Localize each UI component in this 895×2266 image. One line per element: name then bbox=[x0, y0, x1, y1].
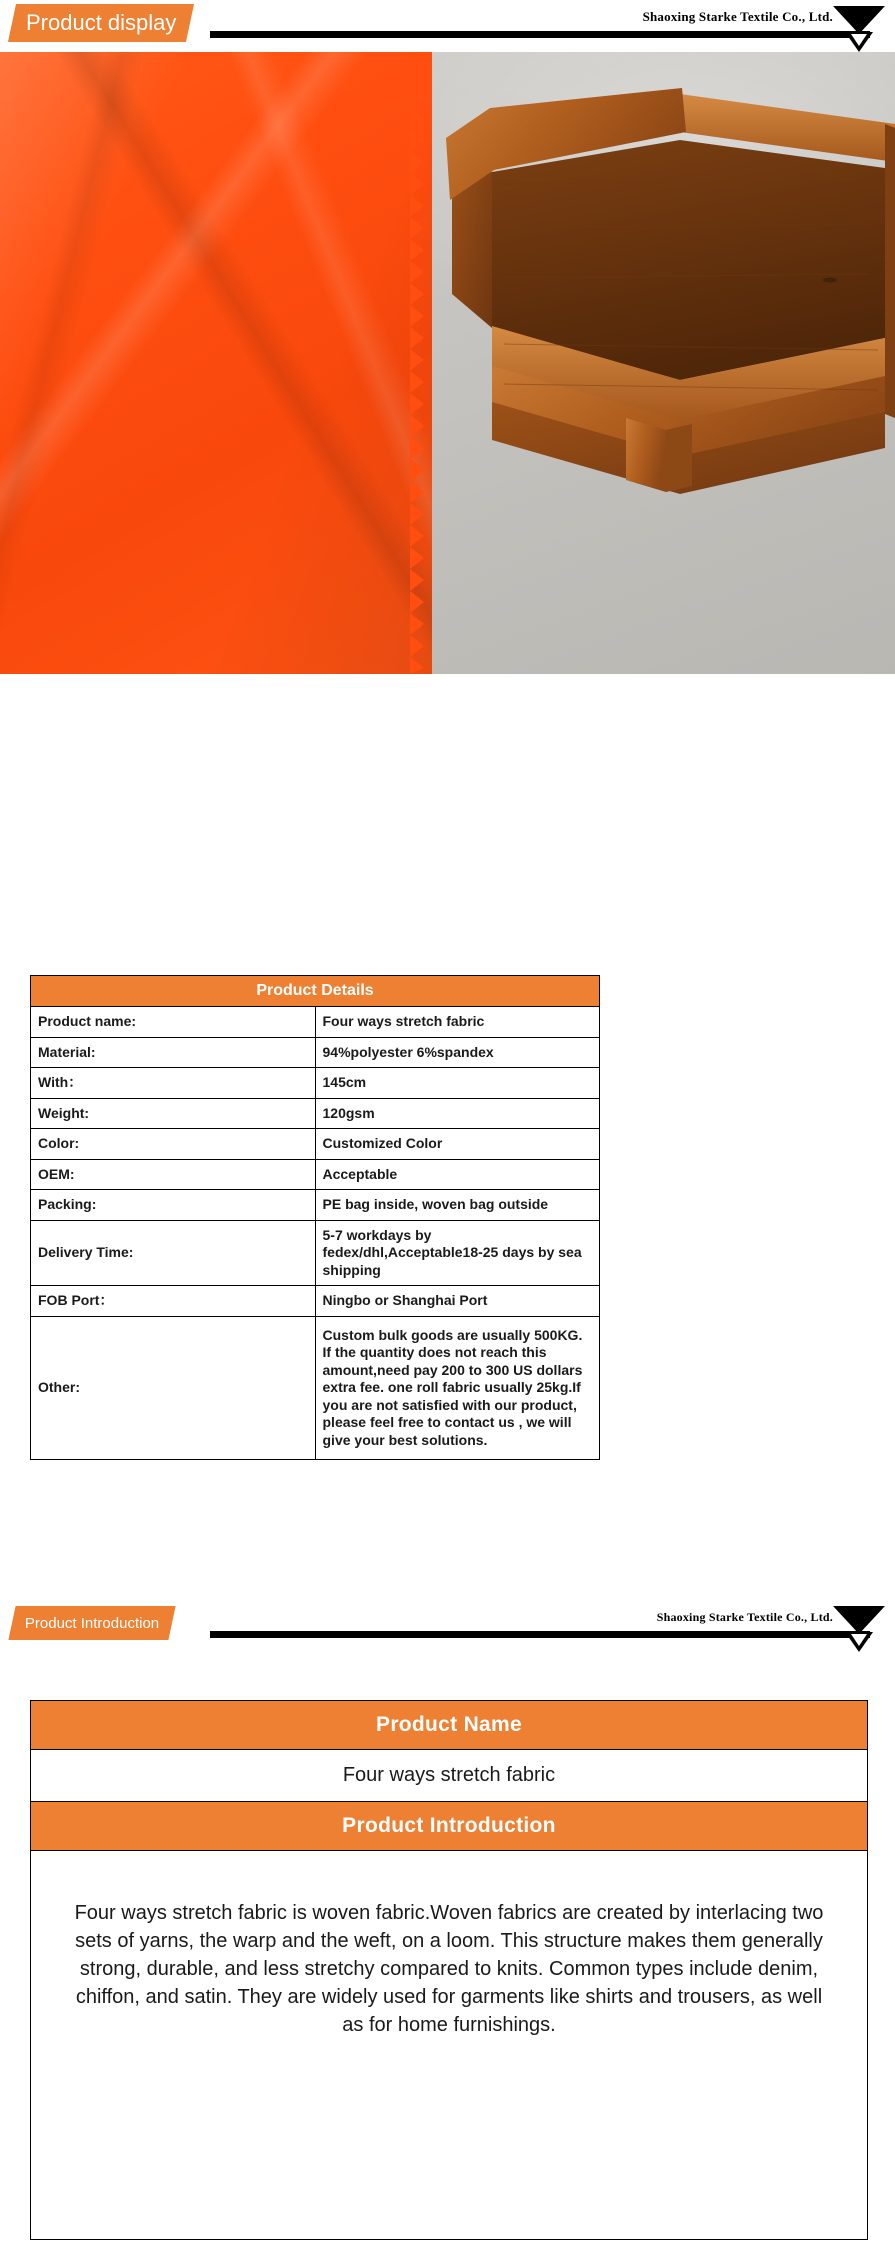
detail-key: Material: bbox=[31, 1037, 316, 1068]
detail-key: Weight: bbox=[31, 1098, 316, 1129]
product-introduction-section bbox=[30, 1700, 868, 2240]
detail-value: Custom bulk goods are usually 500KG. If the quantity does not reach this amount,need pay 200 to 300 US dollars extra fee. one roll fabric usually 25kg.If you are not satisfied with our product, please feel free to contact us , we will give your best solutions. bbox=[315, 1316, 600, 1460]
table-row bbox=[31, 1068, 600, 1099]
detail-key: Color: bbox=[31, 1129, 316, 1160]
section-tag-label: Product Introduction bbox=[24, 1614, 160, 1632]
product-details-table bbox=[30, 975, 600, 1460]
detail-value: 94%polyester 6%spandex bbox=[315, 1037, 600, 1068]
detail-value: Acceptable bbox=[315, 1159, 600, 1190]
triangle-logo-icon bbox=[831, 4, 887, 52]
detail-value: Four ways stretch fabric bbox=[315, 1007, 600, 1038]
product-name-value: Four ways stretch fabric bbox=[31, 1750, 868, 1802]
detail-value: PE bag inside, woven bag outside bbox=[315, 1190, 600, 1221]
section-tag-label: Product display bbox=[25, 10, 177, 35]
detail-value: Ningbo or Shanghai Port bbox=[315, 1286, 600, 1317]
table-row bbox=[31, 1159, 600, 1190]
detail-value: Customized Color bbox=[315, 1129, 600, 1160]
company-name: Shaoxing Starke Textile Co., Ltd. bbox=[642, 9, 833, 24]
banner-rule bbox=[210, 1631, 870, 1638]
product-introduction-table bbox=[30, 1700, 868, 2240]
detail-value: 145cm bbox=[315, 1068, 600, 1099]
detail-key: Packing: bbox=[31, 1190, 316, 1221]
triangle-logo-icon bbox=[831, 1604, 887, 1652]
detail-key: Other: bbox=[31, 1316, 316, 1460]
detail-key: With： bbox=[31, 1068, 316, 1099]
banner-rule bbox=[210, 31, 870, 38]
intro-header-row bbox=[31, 1802, 868, 1851]
detail-value: 5-7 workdays by fedex/dhl,Acceptable18-25 days by sea shipping bbox=[315, 1220, 600, 1286]
product-details-header: Product Details bbox=[31, 976, 600, 1007]
orange-fabric bbox=[0, 52, 432, 674]
intro-name-row bbox=[31, 1750, 868, 1802]
detail-key: Delivery Time: bbox=[31, 1220, 316, 1286]
section-tag-product-introduction bbox=[8, 1606, 175, 1640]
table-row bbox=[31, 1007, 600, 1038]
section-tag-product-display bbox=[8, 4, 194, 42]
intro-body-row bbox=[31, 1851, 868, 2240]
wooden-box bbox=[430, 88, 895, 508]
detail-key: OEM: bbox=[31, 1159, 316, 1190]
company-name: Shaoxing Starke Textile Co., Ltd. bbox=[656, 1610, 833, 1624]
product-introduction-header: Product Introduction bbox=[31, 1802, 868, 1851]
table-row bbox=[31, 1220, 600, 1286]
detail-key: Product name: bbox=[31, 1007, 316, 1038]
table-row bbox=[31, 1190, 600, 1221]
intro-name-header-row bbox=[31, 1701, 868, 1750]
table-row bbox=[31, 1316, 600, 1460]
product-introduction-body: Four ways stretch fabric is woven fabric.Woven fabrics are created by interlacing two sets of yarns, the warp and the weft, on a loom. This structure makes them generally strong, durable, and less stretchy compared to knits. Common types include denim, chiffon, and satin. They are widely used for garments like shirts and trousers, as well as for home furnishings. bbox=[31, 1851, 868, 2240]
detail-value: 120gsm bbox=[315, 1098, 600, 1129]
table-row bbox=[31, 1098, 600, 1129]
product-details-section bbox=[30, 975, 600, 1460]
table-row bbox=[31, 1037, 600, 1068]
product-introduction-banner bbox=[0, 1600, 895, 1652]
product-photo bbox=[0, 52, 895, 674]
product-display-banner bbox=[0, 0, 895, 52]
product-name-header: Product Name bbox=[31, 1701, 868, 1750]
fabric-pinked-edge bbox=[410, 52, 444, 674]
table-row bbox=[31, 1129, 600, 1160]
table-header-row bbox=[31, 976, 600, 1007]
wooden-box-illustration bbox=[430, 88, 895, 508]
detail-key: FOB Port： bbox=[31, 1286, 316, 1317]
table-row bbox=[31, 1286, 600, 1317]
fabric-folds bbox=[0, 52, 432, 674]
